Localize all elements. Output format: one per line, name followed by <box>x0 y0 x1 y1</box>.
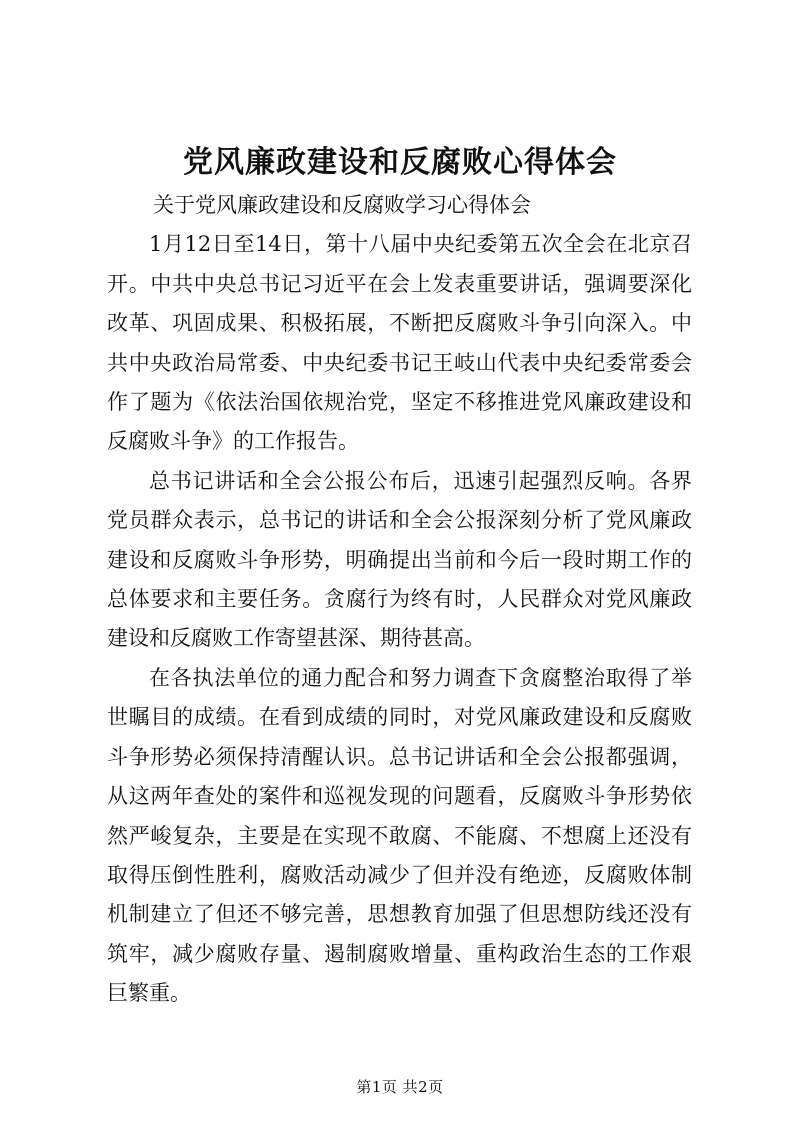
document-body <box>107 186 692 1014</box>
document-title: 党风廉政建设和反腐败心得体会 <box>183 145 617 180</box>
paragraph-2: 总书记讲话和全会公报公布后，迅速引起强烈反响。各界党员群众表示，总书记的讲话和全会公报深刻分析了党风廉政建设和反腐败斗争形势，明确提出当前和今后一段时期工作的总体要求和主要任务。贪腐行为终有时，人民群众对党风廉政建设和反腐败工作寄望甚深、期待甚高。 <box>107 468 692 651</box>
page-footer: 第1页 共2页 <box>356 1078 444 1096</box>
document-subtitle: 关于党风廉政建设和反腐败学习心得体会 <box>153 193 531 217</box>
paragraph-1: 1月12日至14日，第十八届中央纪委第五次全会在北京召开。中共中央总书记习近平在会上发表重要讲话，强调要深化改革、巩固成果、积极拓展，不断把反腐败斗争引向深入。中共中央政治局常委、中央纪委书记王岐山代表中央纪委常委会作了题为《依法治国依规治党，坚定不移推进党风廉政建设和反腐败斗争》的工作报告。 <box>107 232 692 454</box>
paragraph-3: 在各执法单位的通力配合和努力调查下贪腐整治取得了举世瞩目的成绩。在看到成绩的同时，对党风廉政建设和反腐败斗争形势必须保持清醒认识。总书记讲话和全会公报都强调，从这两年查处的案件和巡视发现的问题看，反腐败斗争形势依然严峻复杂，主要是在实现不敢腐、不能腐、不想腐上还没有取得压倒性胜利，腐败活动减少了但并没有绝迹，反腐败体制机制建立了但还不够完善，思想教育加强了但思想防线还没有筑牢，减少腐败存量、遏制腐败增量、重构政治生态的工作艰巨繁重。 <box>107 665 692 1006</box>
